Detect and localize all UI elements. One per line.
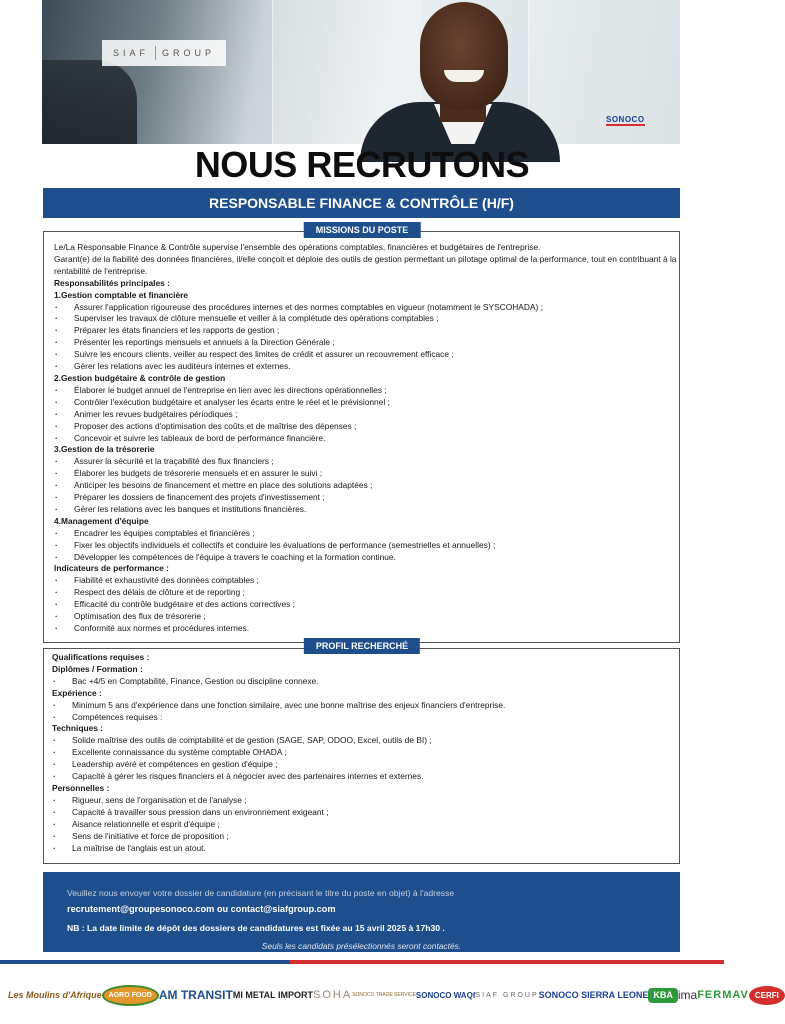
- list-item: · Solide maîtrise des outils de comptabilité et de gestion (SAGE, SAP, ODOO, Excel, outils de BI) ;: [52, 735, 676, 747]
- list-item: · Leadership avéré et compétences en gestion d'équipe ;: [52, 759, 676, 771]
- group-heading: Personnelles :: [52, 782, 110, 793]
- missions-content: [54, 242, 678, 635]
- list-item: · Sens de l'initiative et force de proposition ;: [52, 831, 676, 843]
- hero-banner: [42, 0, 680, 144]
- list-item: · Préparer les états financiers et les rapports de gestion ;: [54, 325, 678, 337]
- list-item: · Rigueur, sens de l'organisation et de l'analyse ;: [52, 795, 676, 807]
- logo-ima: ima: [677, 987, 698, 1002]
- list-item: · Assurer la sécurité et la traçabilité des flux financiers ;: [54, 456, 678, 468]
- application-instruction: Veuillez nous envoyer votre dossier de candidature (en précisant le titre du poste en objet) à l'adresse: [67, 888, 455, 898]
- job-title-bar: [43, 188, 680, 218]
- siaf-logo-left: SIAF: [112, 48, 149, 58]
- group-heading: Indicateurs de performance :: [54, 563, 169, 574]
- missions-intro-1: Le/La Responsable Finance & Contrôle supervise l'ensemble des opérations comptables, financières et budgétaires de l'entreprise.: [54, 242, 541, 252]
- logo-agro-food: AGRO FOOD: [102, 985, 159, 1006]
- list-item: · Proposer des actions d'optimisation des coûts et de maîtrise des dépenses ;: [54, 421, 678, 433]
- profil-tab: PROFIL RECHERCHÉ: [304, 638, 420, 654]
- list-item: · Bac +4/5 en Comptabilité, Finance, Gestion ou discipline connexe.: [52, 676, 676, 688]
- list-item: · Fixer les objectifs individuels et collectifs et conduire les évaluations de performance (semestrielles et annuelles) ;: [54, 540, 678, 552]
- partner-logos: [8, 978, 779, 1012]
- group-heading: Diplômes / Formation :: [52, 663, 143, 674]
- list-item: · Assurer l'application rigoureuse des procédures internes et des normes comptables en vigueur (notamment le SYSCOHADA) ;: [54, 302, 678, 314]
- list-item: · Gérer les relations avec les banques et institutions financières.: [54, 504, 678, 516]
- group-heading: Expérience :: [52, 687, 102, 698]
- group-heading: 1.Gestion comptable et financière: [54, 289, 189, 300]
- logo-cerfi: CERFI: [749, 986, 785, 1005]
- list-item: · Efficacité du contrôle budgétaire et des actions correctives ;: [54, 599, 678, 611]
- list-item: · La maîtrise de l'anglais est un atout.: [52, 843, 676, 855]
- list-item: · Minimum 5 ans d'expérience dans une fonction similaire, avec une bonne maîtrise des enjeux financiers d'entreprise.: [52, 700, 676, 712]
- list-item: · Élaborer les budgets de trésorerie mensuels et en assurer le suivi ;: [54, 468, 678, 480]
- list-item: · Anticiper les besoins de financement et mettre en place des solutions adaptées ;: [54, 480, 678, 492]
- list-item: · Capacité à travailler sous pression dans un environnement exigeant ;: [52, 807, 676, 819]
- logo-moulins-dafrique: Les Moulins d'Afrique: [8, 989, 102, 1000]
- list-item: · Fiabilité et exhaustivité des données comptables ;: [54, 575, 678, 587]
- shortlist-note: Seuls les candidats présélectionnés seront contactés.: [261, 941, 462, 951]
- page-title: NOUS RECRUTONS: [194, 144, 530, 185]
- divider-stripe: [0, 960, 724, 964]
- list-item: · Animer les revues budgétaires périodiques ;: [54, 409, 678, 421]
- list-item: · Concevoir et suivre les tableaux de bord de performance financière.: [54, 433, 678, 445]
- missions-tab: MISSIONS DU POSTE: [304, 222, 421, 238]
- person-head: [420, 2, 508, 110]
- list-item: · Suivre les encours clients, veiller au respect des limites de crédit et assurer un recouvrement efficace ;: [54, 349, 678, 361]
- resp-heading: Responsabilités principales :: [54, 277, 170, 288]
- logo-sonoco-waqf: SONOCO WAQf: [415, 990, 476, 1000]
- list-item: · Conformité aux normes et procédures internes.: [54, 623, 678, 635]
- siaf-logo-right: GROUP: [162, 48, 216, 58]
- logo-metal-import: MI METAL IMPORT: [232, 989, 313, 1000]
- list-item: · Aisance relationnelle et esprit d'équipe ;: [52, 819, 676, 831]
- logo-siaf-group: SIAF GROUP: [475, 991, 539, 999]
- group-heading: 4.Management d'équipe: [54, 515, 149, 526]
- deadline-note: NB : La date limite de dépôt des dossiers de candidatures est fixée au 15 avril 2025 à 17h30 .: [67, 923, 445, 933]
- list-item: · Préparer les dossiers de financement des projets d'investissement ;: [54, 492, 678, 504]
- list-item: · Excellente connaissance du système comptable OHADA ;: [52, 747, 676, 759]
- group-heading: 2.Gestion budgétaire & contrôle de gestion: [54, 372, 226, 383]
- person-smile: [444, 70, 484, 82]
- logo-am-transit: AM TRANSIT: [158, 987, 233, 1002]
- list-item: · Encadrer les équipes comptables et financières ;: [54, 528, 678, 540]
- qual-heading: Qualifications requises :: [52, 652, 150, 662]
- logo-kba: KBA: [648, 988, 678, 1003]
- list-item: · Développer les compétences de l'équipe à travers le coaching et la formation continue.: [54, 552, 678, 564]
- group-heading: Techniques :: [52, 723, 104, 734]
- list-item: · Élaborer le budget annuel de l'entreprise en lien avec les directions opérationnelles ;: [54, 385, 678, 397]
- list-item: · Respect des délais de clôture et de reporting ;: [54, 587, 678, 599]
- list-item: · Capacité à gérer les risques financiers et à négocier avec des partenaires internes et externes.: [52, 771, 676, 783]
- profil-content: [52, 652, 676, 854]
- background-silhouette: [42, 60, 137, 144]
- list-item: · Présenter les reportings mensuels et annuels à la Direction Générale ;: [54, 337, 678, 349]
- group-heading: 3.Gestion de la trésorerie: [54, 444, 155, 455]
- list-item: · Contrôler l'exécution budgétaire et analyser les écarts entre le réel et le prévisionnel ;: [54, 397, 678, 409]
- logo-sonoco-trade: SONOCO TRADE SERVICE: [352, 991, 416, 998]
- list-item: · Optimisation des flux de trésorerie ;: [54, 611, 678, 623]
- list-item: · Superviser les travaux de clôture mensuelle et veiller à la complétude des opérations comptables ;: [54, 313, 678, 325]
- logo-sonoco-sierra-leone: SONOCO SIERRA LEONE: [538, 989, 649, 1000]
- job-title: RESPONSABLE FINANCE & CONTRÔLE (H/F): [209, 195, 514, 211]
- contact-emails[interactable]: recrutement@groupesonoco.com ou contact@siafgroup.com: [67, 904, 336, 914]
- siaf-group-logo: [102, 40, 226, 66]
- missions-intro-2: Garant(e) de la fiabilité des données financières, il/elle conçoit et déploie des outils de gestion permettant un pilotage optimal de la performance, tout en contribuant à la rentabilité de l'entreprise.: [54, 253, 677, 276]
- logo-soha: SOHA: [313, 988, 353, 1001]
- logo-fermav: FERMAV: [697, 988, 749, 1001]
- application-footer: [43, 872, 680, 952]
- glass-pane: [528, 0, 680, 144]
- list-item: · Compétences requises :: [52, 712, 676, 724]
- sonoco-logo: SONOCO: [606, 115, 645, 124]
- list-item: · Gérer les relations avec les auditeurs internes et externes.: [54, 361, 678, 373]
